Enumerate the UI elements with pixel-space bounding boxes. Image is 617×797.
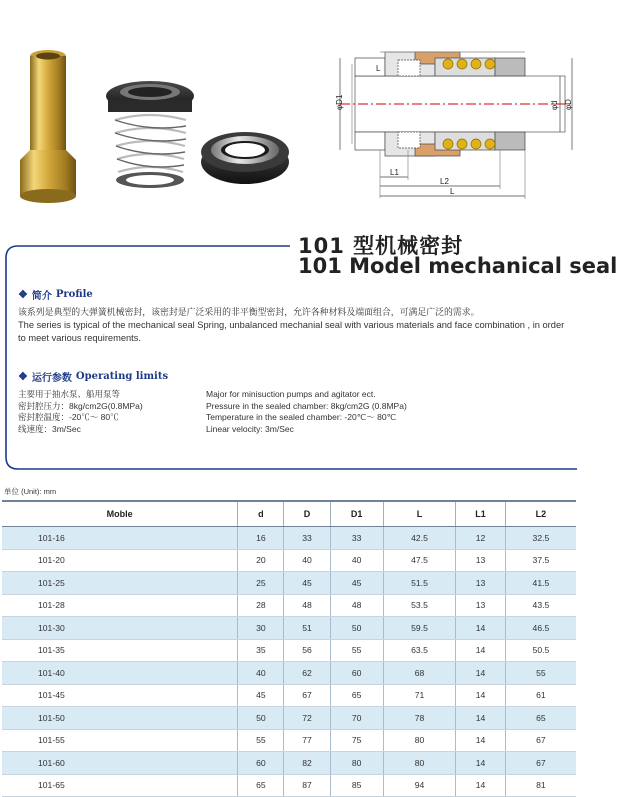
table-cell: 101-25 — [2, 572, 238, 595]
table-cell: 46.5 — [505, 617, 576, 640]
table-cell: 55 — [505, 662, 576, 685]
table-cell: 68 — [383, 662, 455, 685]
table-cell: 13 — [456, 572, 506, 595]
table-cell: 50 — [238, 707, 284, 730]
table-cell: 32.5 — [505, 527, 576, 550]
unit-label: 单位 (Unit): mm — [4, 487, 57, 496]
table-cell: 85 — [330, 774, 383, 797]
col-header: d — [238, 501, 284, 527]
table-cell: 50 — [330, 617, 383, 640]
profile-text-cn: 该系列是典型的大弹簧机械密封，该密封是广泛采用的非平衡型密封，允许各种材料及端面组合，可满足广泛的需求。 — [18, 307, 480, 317]
limits-cn-list — [18, 389, 143, 435]
table-cell: 14 — [456, 639, 506, 662]
table-cell: 101-50 — [2, 707, 238, 730]
table-cell: 45 — [330, 572, 383, 595]
table-row — [2, 774, 576, 797]
limits-heading — [18, 369, 168, 384]
label-l2: L2 — [440, 177, 449, 186]
table-cell: 43.5 — [505, 594, 576, 617]
profile-heading-en: Profile — [55, 289, 93, 300]
table-cell: 67 — [505, 752, 576, 775]
table-cell: 101-16 — [2, 527, 238, 550]
table-cell: 16 — [238, 527, 284, 550]
table-cell: 101-65 — [2, 774, 238, 797]
table-cell: 45 — [284, 572, 330, 595]
table-cell: 87 — [284, 774, 330, 797]
col-header: Moble — [2, 501, 238, 527]
table-row — [2, 617, 576, 640]
label-d1: φD1 — [335, 94, 344, 110]
table-cell: 40 — [238, 662, 284, 685]
table-cell: 55 — [330, 639, 383, 662]
table-cell: 41.5 — [505, 572, 576, 595]
table-cell: 28 — [238, 594, 284, 617]
table-cell: 80 — [330, 752, 383, 775]
table-cell: 59.5 — [383, 617, 455, 640]
limit-en-1: Pressure in the sealed chamber: 8kg/cm2G (0.8MPa) — [206, 400, 407, 411]
profile-heading — [18, 287, 93, 302]
table-cell: 37.5 — [505, 549, 576, 572]
limit-cn-1: 密封腔压力：8kg/cm2G(0.8MPa) — [18, 400, 143, 411]
table-header-row — [2, 501, 576, 527]
table-row — [2, 549, 576, 572]
technical-drawing — [340, 52, 572, 199]
title-cn: 101 型机械密封 — [298, 234, 464, 258]
col-header: D — [284, 501, 330, 527]
product-illustration — [0, 0, 577, 215]
table-cell: 80 — [383, 752, 455, 775]
table-cell: 12 — [456, 527, 506, 550]
table-cell: 70 — [330, 707, 383, 730]
table-cell: 56 — [284, 639, 330, 662]
table-cell: 14 — [456, 684, 506, 707]
table-cell: 101-55 — [2, 729, 238, 752]
table-cell: 55 — [238, 729, 284, 752]
table-cell: 81 — [505, 774, 576, 797]
table-cell: 14 — [456, 774, 506, 797]
table-cell: 48 — [330, 594, 383, 617]
profile-text-en: The series is typical of the mechanical seal Spring, unbalanced mechanial seal with various materials and face combination , in order to meet various requirements. — [18, 320, 565, 343]
limits-en-list — [206, 389, 407, 435]
table-cell: 101-45 — [2, 684, 238, 707]
table-cell: 30 — [238, 617, 284, 640]
col-header: L1 — [456, 501, 506, 527]
table-cell: 65 — [330, 684, 383, 707]
table-cell: 101-60 — [2, 752, 238, 775]
brass-sleeve-photo — [20, 50, 76, 203]
table-cell: 101-20 — [2, 549, 238, 572]
table-cell: 20 — [238, 549, 284, 572]
table-cell: 14 — [456, 662, 506, 685]
table-cell: 51.5 — [383, 572, 455, 595]
table-row — [2, 527, 576, 550]
col-header: D1 — [330, 501, 383, 527]
seat-ring-photo — [201, 132, 289, 184]
table-cell: 35 — [238, 639, 284, 662]
table-cell: 101-35 — [2, 639, 238, 662]
limit-en-0: Major for minisuction pumps and agitator ect. — [206, 389, 376, 399]
diamond-bullet-icon: ❖ — [18, 288, 28, 301]
limit-cn-2: 密封腔温度：-20℃～ 80℃ — [18, 412, 119, 422]
table-cell: 71 — [383, 684, 455, 707]
limit-en-3: Linear velocity: 3m/Sec — [206, 423, 294, 434]
table-row — [2, 639, 576, 662]
table-cell: 33 — [330, 527, 383, 550]
table-cell: 51 — [284, 617, 330, 640]
limits-heading-cn: 运行参数 — [31, 373, 72, 384]
table-cell: 40 — [330, 549, 383, 572]
profile-heading-cn: 简介 — [31, 291, 52, 302]
table-cell: 75 — [330, 729, 383, 752]
table-cell: 78 — [383, 707, 455, 730]
table-row — [2, 707, 576, 730]
table-cell: 40 — [284, 549, 330, 572]
table-cell: 80 — [383, 729, 455, 752]
table-cell: 60 — [330, 662, 383, 685]
table-cell: 72 — [284, 707, 330, 730]
table-cell: 63.5 — [383, 639, 455, 662]
table-cell: 13 — [456, 594, 506, 617]
table-cell: 101-30 — [2, 617, 238, 640]
table-cell: 65 — [238, 774, 284, 797]
table-cell: 101-28 — [2, 594, 238, 617]
table-cell: 94 — [383, 774, 455, 797]
table-cell: 48 — [284, 594, 330, 617]
table-cell: 47.5 — [383, 549, 455, 572]
col-header: L2 — [505, 501, 576, 527]
table-cell: 65 — [505, 707, 576, 730]
spec-table — [2, 500, 576, 797]
table-cell: 67 — [284, 684, 330, 707]
table-body — [2, 527, 576, 797]
label-l-total: L — [450, 187, 455, 196]
table-cell: 77 — [284, 729, 330, 752]
table-cell: 42.5 — [383, 527, 455, 550]
table-cell: 53.5 — [383, 594, 455, 617]
table-cell: 14 — [456, 707, 506, 730]
title-en: 101 Model mechanical seal — [298, 254, 617, 278]
label-l-top: L — [376, 64, 381, 73]
label-l1: L1 — [390, 168, 399, 177]
table-row — [2, 684, 576, 707]
table-cell: 25 — [238, 572, 284, 595]
limits-heading-en: Operating limits — [75, 371, 169, 382]
table-cell: 13 — [456, 549, 506, 572]
table-cell: 14 — [456, 617, 506, 640]
limit-cn-3: 线速度：3m/Sec — [18, 423, 81, 434]
spring-seal-photo — [106, 81, 194, 188]
limit-cn-0: 主要用于抽水泵、船用泵等 — [18, 389, 121, 399]
table-cell: 62 — [284, 662, 330, 685]
table-row — [2, 594, 576, 617]
table-row — [2, 752, 576, 775]
table-cell: 101-40 — [2, 662, 238, 685]
limit-en-2: Temperature in the sealed chamber: -20℃～ 80℃ — [206, 412, 397, 422]
label-d-big: φD — [564, 99, 573, 110]
table-row — [2, 572, 576, 595]
table-cell: 67 — [505, 729, 576, 752]
table-cell: 82 — [284, 752, 330, 775]
col-header: L — [383, 501, 455, 527]
table-cell: 14 — [456, 729, 506, 752]
table-row — [2, 662, 576, 685]
label-d-small: φd — [550, 100, 559, 110]
table-row — [2, 729, 576, 752]
table-cell: 61 — [505, 684, 576, 707]
diamond-bullet-icon: ❖ — [18, 370, 28, 383]
table-cell: 50.5 — [505, 639, 576, 662]
table-cell: 45 — [238, 684, 284, 707]
table-cell: 60 — [238, 752, 284, 775]
table-cell: 33 — [284, 527, 330, 550]
table-cell: 14 — [456, 752, 506, 775]
